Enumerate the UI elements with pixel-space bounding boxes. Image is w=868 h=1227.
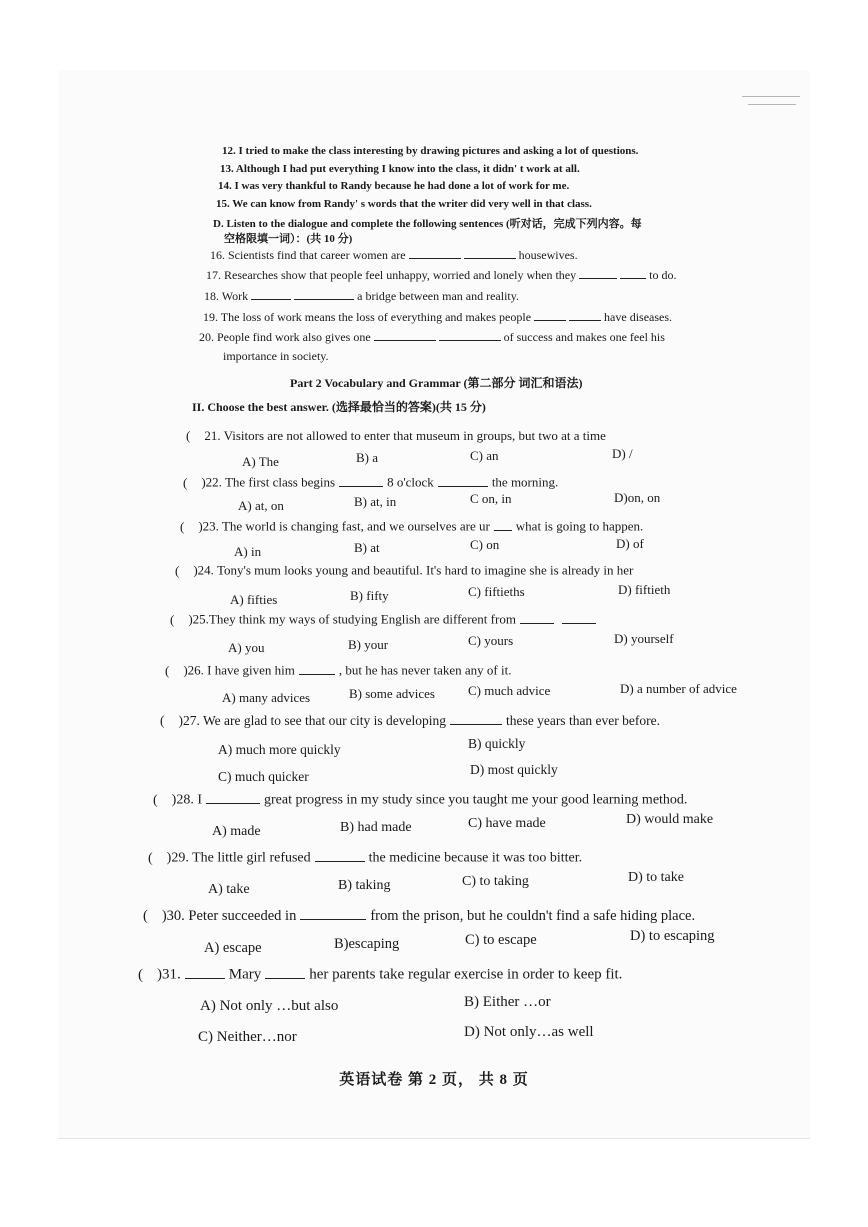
answer-option[interactable]: D) most quickly — [470, 762, 558, 777]
answer-blank[interactable] — [494, 518, 512, 531]
answer-option[interactable]: D) Not only…as well — [464, 1024, 594, 1040]
stem-text: )28. I — [171, 792, 202, 808]
answer-option[interactable]: A) escape — [204, 940, 262, 956]
answer-option[interactable]: C on, in — [470, 491, 512, 506]
answer-option[interactable]: D) fiftieth — [618, 582, 671, 597]
section-d-title-cont: 空格限填一词）：(共 10 分) — [224, 233, 353, 245]
section-d-title: D. Listen to the dialogue and complete the following sentences (听对话，完成下列内容。每 — [213, 218, 642, 230]
answer-blank[interactable] — [299, 662, 335, 675]
answer-option[interactable]: C) yours — [468, 633, 514, 648]
answer-option[interactable]: A) fifties — [230, 592, 278, 607]
stem-text: )29. The little girl refused — [166, 850, 311, 866]
answer-option[interactable]: C) fiftieths — [468, 584, 525, 599]
answer-paren[interactable]: ( — [170, 611, 175, 627]
answer-option[interactable]: C) have made — [468, 816, 546, 831]
answer-option[interactable]: A) made — [212, 824, 261, 839]
answer-blank[interactable] — [520, 611, 554, 624]
stem-text: )24. Tony's mum looks young and beautiful. It's hard to imagine she is already in her — [193, 562, 634, 578]
stem-text: )27. We are glad to see that our city is developing — [178, 713, 446, 729]
answer-paren[interactable]: ( — [186, 428, 191, 443]
stem-text: )23. The world is changing fast, and we ourselves are ur — [198, 518, 490, 534]
stem-text: 21. Visitors are not allowed to enter that museum in groups, but two at — [204, 428, 571, 443]
answer-blank[interactable] — [438, 474, 488, 487]
answer-option[interactable]: C) much quicker — [218, 769, 309, 784]
question-stem — [180, 518, 643, 535]
stem-text: great progress in my study since you taught me your good learning method. — [264, 792, 688, 808]
stem-text: time — [582, 428, 606, 443]
question-stem — [153, 790, 687, 809]
answer-option[interactable]: A) much more quickly — [218, 742, 341, 757]
listening-statement: 13. Although I had put everything I know into the class, it didn' t work at all. — [220, 163, 580, 175]
answer-blank[interactable] — [315, 848, 365, 862]
answer-blank[interactable] — [450, 712, 502, 725]
stem-text: )25.They think my ways of studying English are different from — [188, 611, 516, 627]
answer-option[interactable]: D) of — [616, 536, 644, 551]
stem-text: )26. I have given him — [183, 662, 295, 678]
answer-paren[interactable]: ( — [153, 792, 158, 808]
answer-option[interactable]: B) some advices — [349, 686, 435, 701]
answer-option[interactable]: A) you — [228, 640, 265, 655]
answer-option[interactable]: A) in — [234, 544, 262, 559]
stem-text: her parents take regular exercise in order to keep fit. — [309, 966, 623, 983]
answer-option[interactable]: C) an — [470, 448, 499, 463]
answer-blank[interactable] — [265, 964, 305, 979]
answer-option[interactable]: B) had made — [340, 820, 412, 835]
answer-option[interactable]: D) / — [612, 446, 633, 461]
fill-question-17: 17. Researches show that people feel unhappy, worried and lonely when they to do. — [206, 267, 677, 282]
answer-paren[interactable]: ( — [148, 850, 153, 866]
answer-paren[interactable]: ( — [175, 562, 180, 578]
question-stem — [143, 906, 695, 925]
stem-text: 8 o'clock — [387, 474, 434, 490]
fill-question-20: 20. People find work also gives one of success and makes one feel his — [199, 329, 665, 344]
answer-option[interactable]: B) Either …or — [464, 994, 551, 1010]
answer-option[interactable]: C) to escape — [465, 932, 537, 948]
answer-option[interactable]: B)escaping — [334, 936, 400, 952]
question-stem — [148, 848, 582, 867]
answer-option[interactable]: D) a number of advice — [620, 681, 737, 696]
question-stem — [175, 562, 641, 579]
answer-option[interactable]: D)on, on — [614, 490, 661, 505]
answer-blank[interactable] — [562, 611, 596, 624]
answer-paren[interactable]: ( — [183, 474, 188, 490]
question-stem — [165, 662, 511, 679]
scan-mark — [742, 96, 800, 97]
answer-paren[interactable]: ( — [138, 966, 143, 983]
page-footer: 英语试卷 第 2 页， 共 8 页 — [339, 1072, 529, 1088]
answer-paren[interactable]: ( — [180, 518, 185, 534]
answer-option[interactable]: D) to escaping — [630, 928, 715, 944]
question-stem — [160, 712, 660, 729]
answer-option[interactable]: B) fifty — [350, 588, 389, 603]
part2-title: Part 2 Vocabulary and Grammar (第二部分 词汇和语法) — [290, 376, 583, 390]
answer-option[interactable]: B) your — [348, 637, 389, 652]
answer-option[interactable]: C) to taking — [462, 874, 529, 889]
stem-text: the medicine because it was too bitter. — [368, 850, 583, 866]
answer-blank[interactable] — [185, 964, 225, 979]
answer-option[interactable]: B) a — [356, 450, 379, 465]
answer-blank[interactable] — [300, 906, 366, 920]
fill-question-16: 16. Scientists find that career women are housewives. — [210, 247, 578, 262]
answer-option[interactable]: A) Not only …but also — [200, 998, 339, 1014]
answer-option[interactable]: A) The — [242, 454, 279, 469]
fill-question-19: 19. The loss of work means the loss of everything and makes people have diseases. — [203, 309, 673, 324]
answer-option[interactable]: D) to take — [628, 870, 684, 885]
stem-text: the morning. — [491, 474, 559, 490]
answer-option[interactable]: B) at — [354, 540, 380, 555]
answer-option[interactable]: C) much advice — [468, 683, 551, 698]
question-stem — [186, 428, 606, 444]
answer-paren[interactable]: ( — [143, 908, 148, 925]
stem-text: , but he has never taken any of it. — [338, 662, 512, 678]
scan-mark — [748, 104, 796, 105]
stem-text: )22. The first class begins — [201, 474, 336, 490]
stem-text: what is going to happen. — [515, 518, 644, 534]
answer-option[interactable]: B) at, in — [354, 494, 397, 509]
answer-paren[interactable]: ( — [160, 713, 165, 729]
stem-text: Mary — [228, 966, 262, 983]
answer-option[interactable]: C) on — [470, 537, 500, 552]
question-stem — [183, 474, 558, 491]
answer-option[interactable]: C) Neither…nor — [198, 1029, 297, 1045]
stem-text: these years than ever before. — [505, 713, 661, 729]
fill-question-18: 18. Work a bridge between man and reality. — [204, 288, 519, 303]
stem-text: )31. — [157, 966, 181, 983]
answer-option[interactable]: B) quickly — [468, 736, 526, 751]
question-stem — [138, 964, 622, 984]
question-stem — [170, 611, 596, 628]
answer-paren[interactable]: ( — [165, 662, 170, 678]
listening-statement: 15. We can know from Randy' s words that the writer did very well in that class. — [216, 198, 592, 210]
answer-option[interactable]: B) taking — [338, 878, 391, 893]
answer-option[interactable]: D) yourself — [614, 631, 674, 646]
fill-question-20-cont: importance in society. — [223, 349, 329, 363]
stem-text: a — [573, 428, 580, 443]
answer-option[interactable]: A) at, on — [238, 498, 284, 513]
section-ii-title: II. Choose the best answer. (选择最恰当的答案)(共 15 分) — [192, 400, 486, 414]
answer-option[interactable]: A) many advices — [222, 690, 311, 705]
answer-blank[interactable] — [206, 790, 260, 804]
stem-text: )30. Peter succeeded in — [161, 908, 297, 925]
listening-statement: 12. I tried to make the class interesting by drawing pictures and asking a lot of questions. — [222, 145, 639, 157]
answer-blank[interactable] — [339, 474, 383, 487]
answer-option[interactable]: A) take — [208, 882, 250, 897]
answer-option[interactable]: D) would make — [626, 812, 714, 827]
stem-text: from the prison, but he couldn't find a safe hiding place. — [370, 908, 696, 925]
listening-statement: 14. I was very thankful to Randy because he had done a lot of work for me. — [218, 180, 570, 192]
